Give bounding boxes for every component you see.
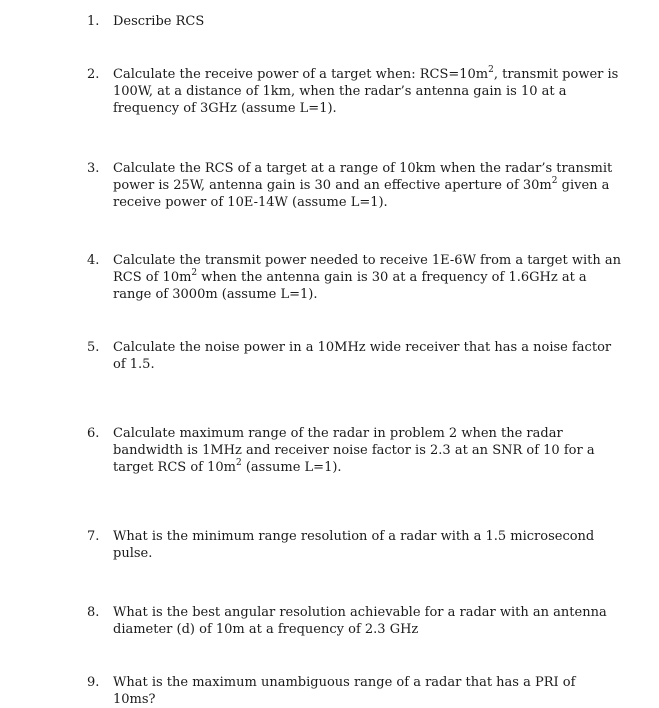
question-text: What is the minimum range resolution of a radar with a 1.5 microsecond pulse.: [113, 529, 595, 561]
question-3: [87, 160, 622, 211]
question-number: 5.: [87, 340, 100, 355]
question-number: 8.: [87, 605, 100, 620]
question-text: Calculate the noise power in a 10MHz wide receiver that has a noise factor of 1.5.: [113, 340, 612, 372]
question-1: [87, 13, 622, 30]
question-number: 9.: [87, 675, 100, 690]
question-number: 3.: [87, 161, 100, 176]
question-text: Calculate the receive power of a target when: $RCS=10m^2$, transmit power is 100W, at a distance of 1km, when the radar’s antenna gain is 10 at a frequency of 3GHz (assume L=1).: [113, 64, 619, 116]
question-5: [87, 339, 622, 373]
question-text: Describe RCS: [113, 14, 205, 29]
question-number: 2.: [87, 67, 100, 82]
question-number: 7.: [87, 529, 100, 544]
question-7: [87, 528, 622, 562]
question-text: Calculate the RCS of a target at a range of 10km when the radar’s transmit power is 25W, antenna gain is 30 and an effective aperture of $30m^2$ given a receive power of 10E-14W (assume L=1).: [113, 161, 613, 210]
question-text: What is the best angular resolution achievable for a radar with an antenna diameter (d) of 10m at a frequency of 2.3 GHz: [113, 605, 607, 637]
question-number: 6.: [87, 426, 100, 441]
question-number: 1.: [87, 14, 100, 29]
question-text: Calculate maximum range of the radar in problem 2 when the radar bandwidth is 1MHz and receiver noise factor is 2.3 at an SNR of 10 for a target RCS of $10m^2$ (assume L=1).: [113, 426, 595, 475]
question-text: Calculate the transmit power needed to receive 1E-6W from a target with an RCS of $10m^2$ when the antenna gain is 30 at a frequency of 1.6GHz at a range of 3000m (assume L=1).: [113, 253, 621, 302]
question-number: 4.: [87, 253, 100, 268]
question-4: [87, 252, 622, 303]
question-8: [87, 604, 622, 638]
question-2: [87, 66, 622, 117]
question-text: What is the maximum unambiguous range of a radar that has a PRI of 10ms?: [113, 675, 576, 707]
question-6: [87, 425, 622, 476]
question-9: [87, 674, 622, 708]
